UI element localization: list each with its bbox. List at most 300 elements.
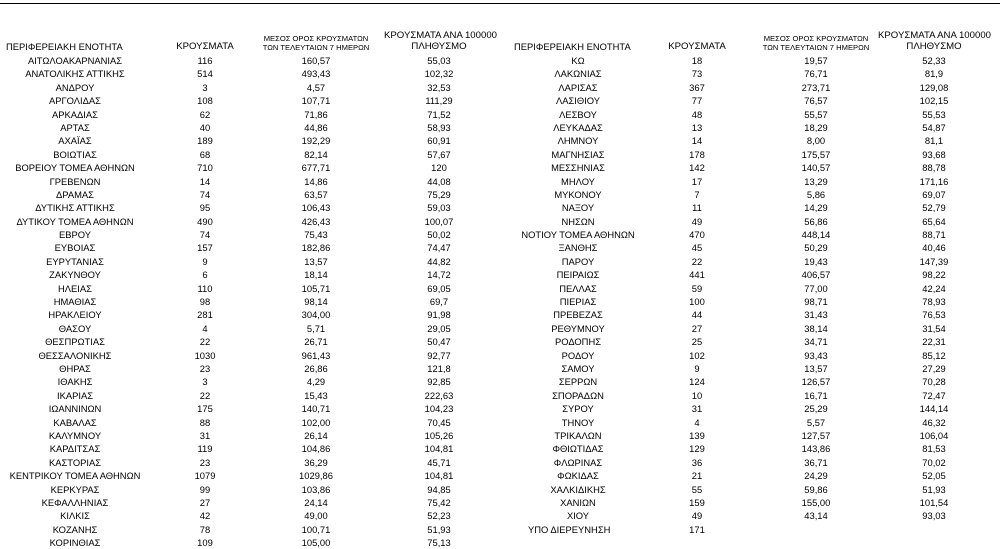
left-cell-region: ΑΡΤΑΣ [60, 121, 90, 133]
right-cell-per100k: 81,1 [924, 135, 944, 147]
left-cell-region: ΔΥΤΙΚΗΣ ΑΤΤΙΚΗΣ [35, 202, 115, 214]
right-cell-cases: 44 [691, 309, 703, 321]
left-cell-cases: 78 [199, 523, 211, 535]
right-cell-per100k: 31,54 [922, 322, 946, 334]
left-cell-avg: 63,57 [304, 188, 328, 200]
right-table-row [0, 335, 1000, 348]
left-cell-cases: 6 [202, 269, 208, 281]
left-header-avg-line1: ΜΕΣΟΣ ΟΡΟΣ ΚΡΟΥΣΜΑΤΩΝ [263, 34, 369, 43]
right-cell-region: ΣΕΡΡΩΝ [558, 376, 598, 388]
right-cell-cases: 49 [691, 215, 703, 227]
left-cell-region: ΚΟΡΙΝΘΙΑΣ [49, 537, 101, 549]
right-cell-region: ΠΡΕΒΕΖΑΣ [553, 309, 603, 321]
right-table-row [0, 81, 1000, 94]
left-cell-per100k: 222,63 [424, 389, 454, 401]
left-cell-region: ΚΑΣΤΟΡΙΑΣ [48, 456, 102, 468]
right-cell-cases: 13 [691, 121, 703, 133]
left-cell-avg: 71,86 [304, 108, 328, 120]
right-cell-avg: 55,57 [804, 108, 828, 120]
right-cell-region: ΜΥΚΟΝΟΥ [554, 188, 602, 200]
right-cell-avg: 31,43 [804, 309, 828, 321]
left-cell-avg: 160,57 [301, 55, 331, 66]
right-table-row [0, 228, 1000, 241]
left-cell-avg: 18,14 [304, 269, 328, 281]
left-cell-per100k: 102,32 [424, 68, 454, 80]
right-cell-region: ΧΙΟΥ [566, 510, 590, 522]
left-cell-per100k: 70,45 [427, 416, 451, 428]
right-table-row [0, 255, 1000, 268]
left-cell-region: ΒΟΙΩΤΙΑΣ [53, 148, 97, 160]
left-cell-region: ΙΘΑΚΗΣ [57, 376, 93, 388]
right-cell-per100k: 46,32 [922, 416, 946, 428]
right-table-row [0, 349, 1000, 362]
right-cell-cases: 25 [691, 336, 703, 348]
right-cell-per100k: 52,33 [922, 55, 946, 66]
left-cell-region: ΘΕΣΣΑΛΟΝΙΚΗΣ [38, 349, 112, 361]
left-cell-cases: 68 [199, 148, 211, 160]
right-cell-cases: 102 [689, 349, 705, 361]
left-header-region [6, 0, 136, 53]
left-cell-region: ΑΝΑΤΟΛΙΚΗΣ ΑΤΤΙΚΗΣ [25, 68, 125, 80]
left-cell-per100k: 50,02 [427, 229, 451, 241]
right-header-region-label: ΠΕΡΙΦΕΡΕΙΑΚΗ ΕΝΟΤΗΤΑ [514, 41, 631, 52]
left-cell-cases: 514 [197, 68, 213, 80]
right-cell-region: ΛΗΜΝΟΥ [557, 135, 599, 147]
right-cell-region: ΡΟΔΟΠΗΣ [554, 336, 602, 348]
right-cell-avg: 93,43 [804, 349, 828, 361]
left-cell-cases: 23 [199, 362, 211, 374]
left-cell-per100k: 52,23 [427, 510, 451, 522]
right-cell-per100k: 88,78 [922, 162, 946, 174]
right-cell-avg: 19,43 [804, 255, 828, 267]
left-cell-avg: 1029,86 [299, 470, 333, 482]
right-cell-region: ΧΑΛΚΙΔΙΚΗΣ [550, 483, 606, 495]
right-cell-cases: 139 [689, 429, 705, 441]
right-cell-per100k: 81,9 [924, 68, 944, 80]
left-cell-cases: 74 [199, 188, 211, 200]
right-cell-avg: 448,14 [801, 229, 831, 241]
left-header-avg [260, 0, 372, 53]
right-cell-per100k: 55,53 [922, 108, 946, 120]
right-header-avg [760, 0, 872, 53]
right-cell-cases: 171 [689, 523, 705, 535]
left-cell-avg: 44,86 [304, 121, 328, 133]
left-cell-region: ΘΗΡΑΣ [59, 362, 91, 374]
left-cell-region: ΙΚΑΡΙΑΣ [56, 389, 94, 401]
left-cell-per100k: 92,77 [427, 349, 451, 361]
right-cell-per100k: 27,29 [922, 362, 946, 374]
right-table-row [0, 416, 1000, 429]
right-table-row [0, 496, 1000, 509]
right-cell-cases: 124 [689, 376, 705, 388]
right-table-row [0, 442, 1000, 455]
left-cell-region: ΚΕΡΚΥΡΑΣ [50, 483, 100, 495]
left-cell-region: ΙΩΑΝΝΙΝΩΝ [48, 403, 102, 415]
left-cell-cases: 14 [199, 175, 211, 187]
right-table-row [0, 108, 1000, 121]
left-cell-avg: 192,29 [301, 135, 331, 147]
right-table-row [0, 429, 1000, 442]
left-header-per100k-line1: ΚΡΟΥΣΜΑΤΑ ΑΝΑ 100000 [384, 29, 497, 41]
left-cell-region: ΕΥΒΟΙΑΣ [54, 242, 96, 254]
left-header-avg-line2: ΤΩΝ ΤΕΛΕΥΤΑΙΩΝ 7 ΗΜΕΡΩΝ [262, 43, 370, 52]
right-cell-cases: 77 [691, 95, 703, 107]
left-cell-avg: 14,86 [304, 175, 328, 187]
left-cell-per100k: 100,07 [424, 215, 454, 227]
right-table-row [0, 456, 1000, 469]
left-cell-avg: 5,71 [306, 322, 326, 334]
right-cell-region: ΝΟΤΙΟΥ ΤΟΜΕΑ ΑΘΗΝΩΝ [521, 229, 635, 241]
left-cell-avg: 26,71 [304, 336, 328, 348]
left-cell-cases: 189 [197, 135, 213, 147]
left-cell-cases: 22 [199, 389, 211, 401]
left-cell-cases: 1079 [194, 470, 216, 482]
right-cell-avg: 36,71 [804, 456, 828, 468]
right-cell-avg: 76,71 [804, 68, 828, 80]
right-cell-per100k: 72,47 [922, 389, 946, 401]
right-cell-cases: 142 [689, 162, 705, 174]
left-cell-avg: 104,86 [301, 443, 331, 455]
left-cell-per100k: 75,29 [427, 188, 451, 200]
left-cell-per100k: 58,93 [427, 121, 451, 133]
left-cell-avg: 106,43 [301, 202, 331, 214]
left-cell-region: ΚΕΝΤΡΙΚΟΥ ΤΟΜΕΑ ΑΘΗΝΩΝ [9, 470, 141, 482]
left-cell-region: ΚΟΖΑΝΗΣ [52, 523, 98, 535]
right-header-avg-line2: ΤΩΝ ΤΕΛΕΥΤΑΙΩΝ 7 ΗΜΕΡΩΝ [762, 43, 870, 52]
left-cell-per100k: 104,81 [424, 443, 454, 455]
left-cell-cases: 4 [202, 322, 208, 334]
right-table-row [0, 469, 1000, 482]
right-cell-avg: 59,86 [804, 483, 828, 495]
left-cell-cases: 22 [199, 336, 211, 348]
left-cell-avg: 26,86 [304, 362, 328, 374]
right-cell-region: ΦΩΚΙΔΑΣ [557, 470, 599, 482]
left-cell-per100k: 91,98 [427, 309, 451, 321]
right-cell-avg: 8,00 [806, 135, 826, 147]
right-cell-per100k: 70,28 [922, 376, 946, 388]
right-table-row [0, 295, 1000, 308]
left-cell-cases: 490 [197, 215, 213, 227]
left-cell-region: ΗΜΑΘΙΑΣ [53, 296, 97, 308]
right-table-row [0, 268, 1000, 281]
left-cell-per100k: 121,8 [427, 362, 451, 374]
left-cell-per100k: 51,93 [427, 523, 451, 535]
left-header-cases-label: ΚΡΟΥΣΜΑΤΑ [176, 40, 234, 52]
right-cell-avg: 14,29 [804, 202, 828, 214]
left-cell-per100k: 105,26 [424, 429, 454, 441]
right-cell-avg: 38,14 [804, 322, 828, 334]
left-cell-per100k: 94,85 [427, 483, 451, 495]
right-cell-cases: 178 [689, 148, 705, 160]
right-cell-avg: 43,14 [804, 510, 828, 522]
right-cell-cases: 36 [691, 456, 703, 468]
right-cell-region: ΦΛΩΡΙΝΑΣ [553, 456, 603, 468]
left-table-row [0, 536, 500, 549]
right-cell-region: ΧΑΝΙΩΝ [560, 496, 596, 508]
right-cell-region: ΣΑΜΟΥ [561, 362, 595, 374]
left-cell-cases: 3 [202, 81, 208, 93]
right-cell-region: ΡΟΔΟΥ [561, 349, 595, 361]
right-table-row [0, 121, 1000, 134]
left-header-cases [168, 0, 242, 53]
right-cell-per100k: 102,15 [919, 95, 949, 107]
right-cell-cases: 14 [691, 135, 703, 147]
right-cell-region: ΞΑΝΘΗΣ [558, 242, 598, 254]
right-cell-cases: 11 [692, 202, 702, 214]
left-cell-per100k: 44,82 [427, 255, 451, 267]
right-cell-cases: 470 [689, 229, 705, 241]
right-cell-per100k: 70,02 [922, 456, 946, 468]
left-cell-region: ΘΑΣΟΥ [58, 322, 92, 334]
right-cell-region: ΡΕΘΥΜΝΟΥ [551, 322, 605, 334]
right-cell-cases: 441 [689, 269, 705, 281]
right-cell-region: ΜΕΣΣΗΝΙΑΣ [551, 162, 605, 174]
left-cell-cases: 88 [199, 416, 211, 428]
left-cell-avg: 426,43 [301, 215, 331, 227]
right-cell-avg: 13,29 [804, 175, 828, 187]
right-cell-per100k: 129,08 [919, 81, 949, 93]
right-cell-per100k: 106,04 [919, 429, 949, 441]
left-header-per100k-line2: ΠΛΗΘΥΣΜΟ [411, 40, 467, 52]
left-cell-cases: 23 [199, 456, 211, 468]
right-table-row [0, 308, 1000, 321]
right-cell-region: ΥΠΟ ΔΙΕΡΕΥΝΗΣΗ [528, 523, 611, 535]
right-cell-cases: 22 [691, 255, 703, 267]
right-cell-cases: 159 [689, 496, 705, 508]
right-cell-per100k: 93,68 [922, 148, 946, 160]
left-cell-avg: 36,29 [304, 456, 328, 468]
right-cell-per100k: 81,53 [922, 443, 946, 455]
left-cell-per100k: 14,72 [427, 269, 451, 281]
left-cell-region: ΑΝΔΡΟΥ [55, 81, 95, 93]
left-cell-region: ΚΙΛΚΙΣ [60, 510, 90, 522]
right-cell-avg: 126,57 [801, 376, 831, 388]
left-cell-avg: 103,86 [301, 483, 331, 495]
right-cell-per100k: 171,16 [919, 175, 949, 187]
right-cell-per100k: 40,46 [922, 242, 946, 254]
right-header-cases [660, 0, 734, 53]
right-cell-avg: 25,29 [804, 403, 828, 415]
left-cell-avg: 15,43 [304, 389, 328, 401]
right-header-per100k [878, 0, 990, 53]
right-cell-region: ΝΗΣΩΝ [561, 215, 595, 227]
right-cell-avg: 175,57 [801, 148, 831, 160]
right-cell-region: ΤΗΝΟΥ [561, 416, 595, 428]
right-cell-avg: 16,71 [804, 389, 828, 401]
left-cell-region: ΒΟΡΕΙΟΥ ΤΟΜΕΑ ΑΘΗΝΩΝ [15, 162, 135, 174]
right-cell-per100k: 69,07 [922, 188, 946, 200]
left-cell-region: ΚΑΒΑΛΑΣ [53, 416, 97, 428]
right-cell-region: ΛΕΥΚΑΔΑΣ [553, 121, 603, 133]
left-cell-avg: 49,00 [304, 510, 328, 522]
left-cell-cases: 116 [197, 55, 213, 66]
right-header-per100k-line1: ΚΡΟΥΣΜΑΤΑ ΑΝΑ 100000 [878, 29, 991, 41]
left-cell-cases: 175 [197, 403, 213, 415]
left-cell-region: ΔΡΑΜΑΣ [56, 188, 94, 200]
left-cell-cases: 62 [199, 108, 211, 120]
right-header-avg-line1: ΜΕΣΟΣ ΟΡΟΣ ΚΡΟΥΣΜΑΤΩΝ [763, 34, 869, 43]
left-cell-per100k: 69,05 [427, 282, 451, 294]
right-table-row [0, 175, 1000, 188]
right-cell-region: ΚΩ [571, 55, 585, 66]
right-cell-per100k: 42,24 [922, 282, 946, 294]
right-cell-region: ΛΑΣΙΘΙΟΥ [555, 95, 601, 107]
right-cell-cases: 55 [691, 483, 703, 495]
right-cell-region: ΠΕΙΡΑΙΩΣ [556, 269, 600, 281]
left-cell-region: ΚΕΦΑΛΛΗΝΙΑΣ [41, 496, 109, 508]
right-header-cases-label: ΚΡΟΥΣΜΑΤΑ [668, 40, 726, 52]
right-cell-avg: 50,29 [804, 242, 828, 254]
right-cell-avg: 34,71 [804, 336, 828, 348]
right-table-row [0, 523, 1000, 536]
right-cell-cases: 48 [691, 108, 703, 120]
left-cell-region: ΑΙΤΩΛΟΑΚΑΡΝΑΝΙΑΣ [27, 55, 123, 66]
left-cell-cases: 157 [197, 242, 213, 254]
left-cell-region: ΕΥΡΥΤΑΝΙΑΣ [46, 255, 104, 267]
right-cell-cases: 31 [691, 403, 703, 415]
left-cell-cases: 110 [197, 282, 213, 294]
right-cell-per100k: 65,64 [922, 215, 946, 227]
left-cell-region: ΖΑΚΥΝΘΟΥ [49, 269, 101, 281]
right-cell-avg: 24,29 [804, 470, 828, 482]
left-cell-avg: 24,14 [304, 496, 328, 508]
left-cell-per100k: 104,81 [424, 470, 454, 482]
left-cell-region: ΓΡΕΒΕΝΩΝ [49, 175, 101, 187]
right-table-row [0, 201, 1000, 214]
right-table-row [0, 389, 1000, 402]
right-cell-cases: 7 [694, 188, 700, 200]
left-cell-avg: 100,71 [301, 523, 331, 535]
left-cell-per100k: 32,53 [427, 81, 451, 93]
left-cell-avg: 961,43 [301, 349, 331, 361]
right-cell-per100k: 144,14 [919, 403, 949, 415]
left-cell-avg: 107,71 [301, 95, 331, 107]
left-cell-avg: 140,71 [301, 403, 331, 415]
left-cell-region: ΗΡΑΚΛΕΙΟΥ [48, 309, 102, 321]
left-cell-cases: 40 [199, 121, 211, 133]
left-cell-avg: 82,14 [304, 148, 328, 160]
right-table-row [0, 67, 1000, 80]
left-cell-per100k: 75,13 [427, 537, 451, 549]
left-cell-region: ΚΑΛΥΜΝΟΥ [48, 429, 102, 441]
right-cell-per100k: 52,05 [922, 470, 946, 482]
right-cell-per100k: 98,22 [922, 269, 946, 281]
right-cell-avg: 18,29 [804, 121, 828, 133]
left-cell-avg: 26,14 [304, 429, 328, 441]
right-cell-region: ΤΡΙΚΑΛΩΝ [554, 429, 602, 441]
right-cell-avg: 98,71 [804, 296, 828, 308]
right-cell-avg: 5,86 [806, 188, 826, 200]
right-cell-region: ΝΑΞΟΥ [561, 202, 595, 214]
left-cell-per100k: 111,29 [425, 95, 453, 107]
right-table-row [0, 362, 1000, 375]
right-cell-region: ΠΕΛΛΑΣ [559, 282, 597, 294]
right-table-row [0, 94, 1000, 107]
left-cell-per100k: 57,67 [427, 148, 451, 160]
left-cell-cases: 108 [197, 95, 213, 107]
right-cell-cases: 100 [689, 296, 705, 308]
left-cell-cases: 119 [197, 443, 213, 455]
left-cell-per100k: 59,03 [427, 202, 451, 214]
right-cell-region: ΠΙΕΡΙΑΣ [559, 296, 597, 308]
right-cell-per100k [878, 523, 990, 536]
right-cell-per100k: 76,53 [922, 309, 946, 321]
left-cell-region: ΑΧΑΪΑΣ [58, 135, 92, 147]
right-cell-cases: 73 [691, 68, 703, 80]
left-cell-region: ΑΡΓΟΛΙΔΑΣ [49, 95, 101, 107]
right-cell-region: ΠΑΡΟΥ [561, 255, 595, 267]
right-header-region [514, 0, 644, 53]
right-cell-avg: 155,00 [801, 496, 831, 508]
right-table-row [0, 215, 1000, 228]
left-cell-avg: 75,43 [304, 229, 328, 241]
right-cell-cases: 129 [689, 443, 705, 455]
right-table-row [0, 509, 1000, 522]
left-cell-avg: 677,71 [301, 162, 331, 174]
right-cell-avg: 5,57 [806, 416, 826, 428]
right-table-row [0, 282, 1000, 295]
right-cell-cases: 18 [691, 55, 703, 66]
left-cell-avg: 493,43 [301, 68, 331, 80]
right-cell-avg: 127,57 [801, 429, 831, 441]
right-table-row [0, 54, 1000, 67]
left-cell-cases: 27 [199, 496, 211, 508]
right-cell-region: ΦΘΙΩΤΙΔΑΣ [552, 443, 604, 455]
right-cell-cases: 367 [689, 81, 705, 93]
left-header-region-label: ΠΕΡΙΦΕΡΕΙΑΚΗ ΕΝΟΤΗΤΑ [6, 41, 123, 52]
left-cell-per100k: 29,05 [427, 322, 451, 334]
right-table-row [0, 402, 1000, 415]
right-cell-region: ΜΑΓΝΗΣΙΑΣ [551, 148, 605, 160]
left-cell-cases: 3 [202, 376, 208, 388]
left-cell-region: ΑΡΚΑΔΙΑΣ [52, 108, 98, 120]
left-cell-per100k: 120 [431, 162, 447, 174]
right-cell-cases: 9 [694, 362, 700, 374]
right-table-row [0, 134, 1000, 147]
left-cell-region: ΕΒΡΟΥ [58, 229, 91, 241]
right-cell-cases: 45 [691, 242, 703, 254]
left-cell-avg: 4,57 [306, 81, 326, 93]
left-cell-avg: 304,00 [301, 309, 331, 321]
left-cell-avg: 13,57 [304, 255, 328, 267]
right-table-row [0, 241, 1000, 254]
right-table-row [0, 161, 1000, 174]
left-cell-avg: 105,71 [301, 282, 331, 294]
right-cell-per100k: 88,71 [922, 229, 946, 241]
right-cell-region: ΛΑΡΙΣΑΣ [558, 81, 598, 93]
right-cell-cases: 27 [691, 322, 703, 334]
right-cell-per100k: 22,31 [922, 336, 946, 348]
right-cell-region: ΛΑΚΩΝΙΑΣ [554, 68, 602, 80]
left-cell-region: ΔΥΤΙΚΟΥ ΤΟΜΕΑ ΑΘΗΝΩΝ [16, 215, 134, 227]
left-cell-per100k: 60,91 [427, 135, 451, 147]
right-cell-avg [760, 523, 872, 536]
left-cell-per100k: 50,47 [427, 336, 451, 348]
right-table-row [0, 148, 1000, 161]
right-cell-cases: 17 [691, 175, 703, 187]
right-table-row [0, 188, 1000, 201]
right-cell-per100k: 78,93 [922, 296, 946, 308]
right-cell-avg: 19,57 [804, 55, 828, 66]
left-cell-avg: 105,00 [301, 537, 331, 549]
left-cell-cases: 74 [199, 229, 211, 241]
left-cell-per100k: 44,08 [427, 175, 451, 187]
left-cell-avg: 4,29 [306, 376, 326, 388]
left-cell-cases: 9 [202, 255, 208, 267]
left-cell-region: ΚΑΡΔΙΤΣΑΣ [49, 443, 101, 455]
right-cell-avg: 13,57 [804, 362, 828, 374]
left-cell-cases: 98 [199, 296, 211, 308]
